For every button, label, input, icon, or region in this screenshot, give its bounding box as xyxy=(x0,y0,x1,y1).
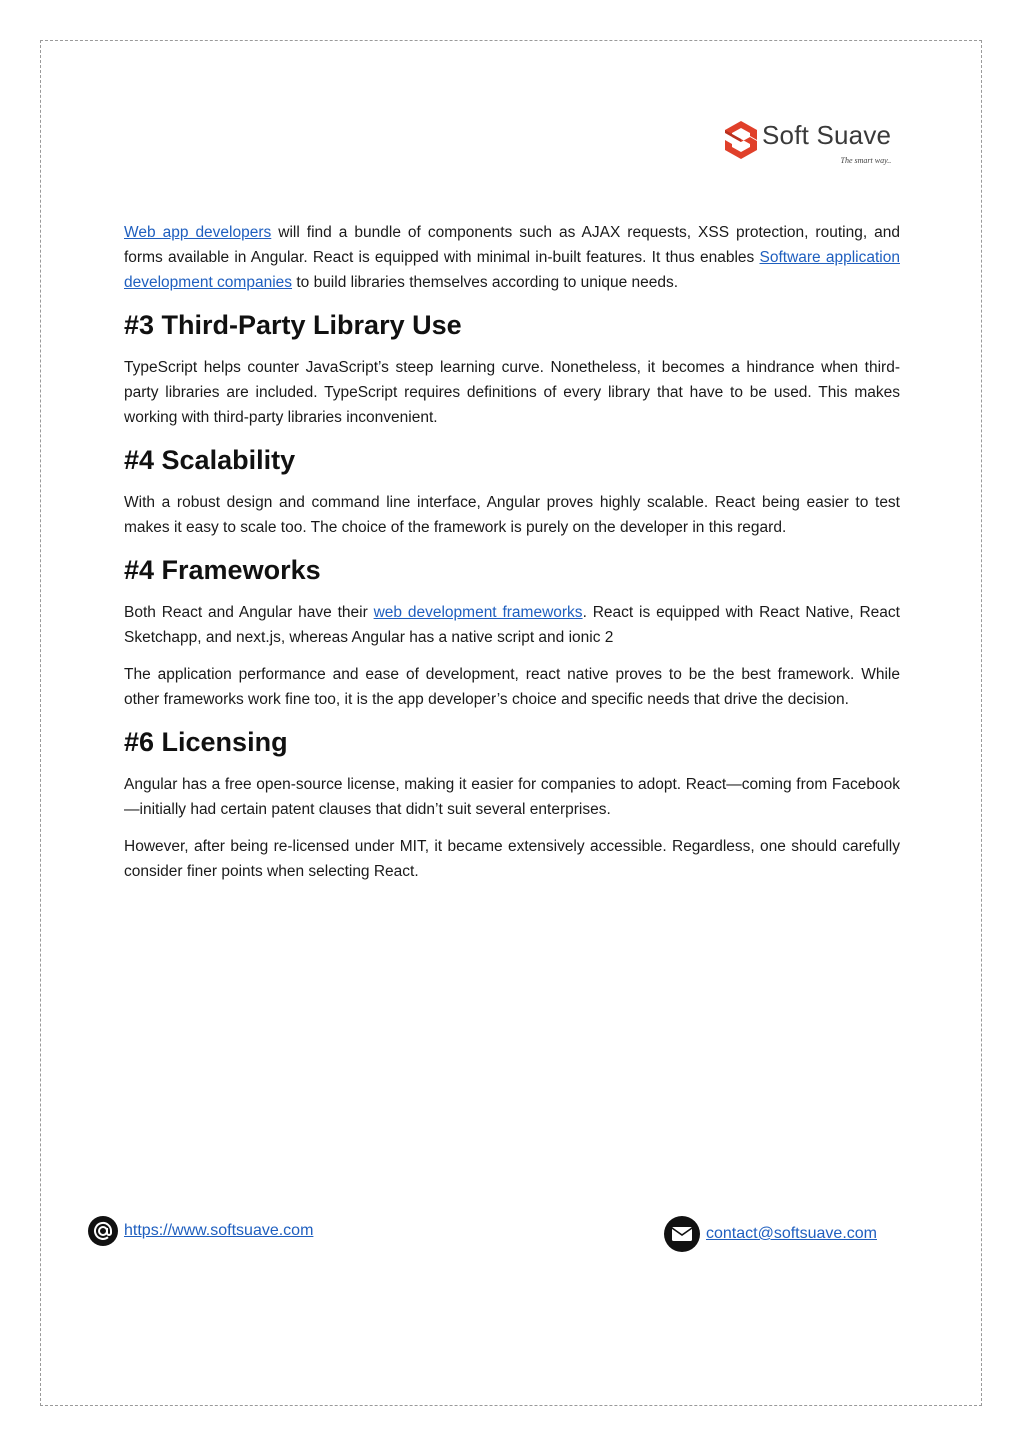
logo-name: Soft Suave xyxy=(762,120,892,150)
website-link[interactable]: https://www.softsuave.com xyxy=(124,1222,314,1239)
logo-tagline: The smart way.. xyxy=(840,156,892,165)
company-logo xyxy=(724,120,892,165)
document-body xyxy=(124,220,900,896)
web-app-developers-link[interactable]: Web app developers xyxy=(124,224,272,241)
heading-licensing: #6 Licensing xyxy=(124,727,288,757)
frameworks-text-1: Both React and Angular have their xyxy=(124,604,374,621)
frameworks-text-2: . React is equipped with React Native, React Sketchapp, and next.js, whereas Angular has a native script and ionic 2 xyxy=(124,604,900,646)
software-app-dev-companies-link[interactable]: Software application development companies xyxy=(124,249,900,291)
heading-third-party-library: #3 Third-Party Library Use xyxy=(124,310,462,340)
intro-text-2: to build libraries themselves according to unique needs. xyxy=(292,274,679,291)
paragraph-licensing-1: Angular has a free open-source license, making it easier for companies to adopt. React—coming from Facebook—initially had certain patent clauses that didn’t suit several enterprises. xyxy=(124,776,900,818)
footer-website xyxy=(88,1216,313,1246)
intro-text-1: will find a bundle of components such as AJAX requests, XSS protection, routing, and forms available in Angular. React is equipped with minimal in-built features. It thus enables xyxy=(124,224,900,266)
paragraph-frameworks-1 xyxy=(124,600,900,650)
footer-email xyxy=(664,1216,877,1252)
web-development-frameworks-link[interactable]: web development frameworks xyxy=(373,604,583,621)
heading-scalability: #4 Scalability xyxy=(124,445,296,475)
soft-suave-logo-mark-icon xyxy=(724,120,758,160)
heading-frameworks: #4 Frameworks xyxy=(124,555,321,585)
intro-paragraph xyxy=(124,220,900,295)
paragraph-licensing-2: However, after being re-licensed under MIT, it became extensively accessible. Regardless, one should carefully consider finer points when selecting React. xyxy=(124,838,900,880)
at-sign-icon xyxy=(88,1216,118,1246)
email-link[interactable]: contact@softsuave.com xyxy=(706,1225,877,1242)
paragraph-third-party-library: TypeScript helps counter JavaScript’s steep learning curve. Nonetheless, it becomes a hindrance when third-party libraries are included. TypeScript requires definitions of every library that have to be used. This makes working with third-party libraries inconvenient. xyxy=(124,359,900,426)
envelope-icon xyxy=(664,1216,700,1252)
paragraph-frameworks-2: The application performance and ease of development, react native proves to be the best framework. While other frameworks work fine too, it is the app developer’s choice and specific needs that drive the decision. xyxy=(124,666,900,708)
paragraph-scalability: With a robust design and command line interface, Angular proves highly scalable. React being easier to test makes it easy to scale too. The choice of the framework is purely on the developer in this regard. xyxy=(124,494,900,536)
